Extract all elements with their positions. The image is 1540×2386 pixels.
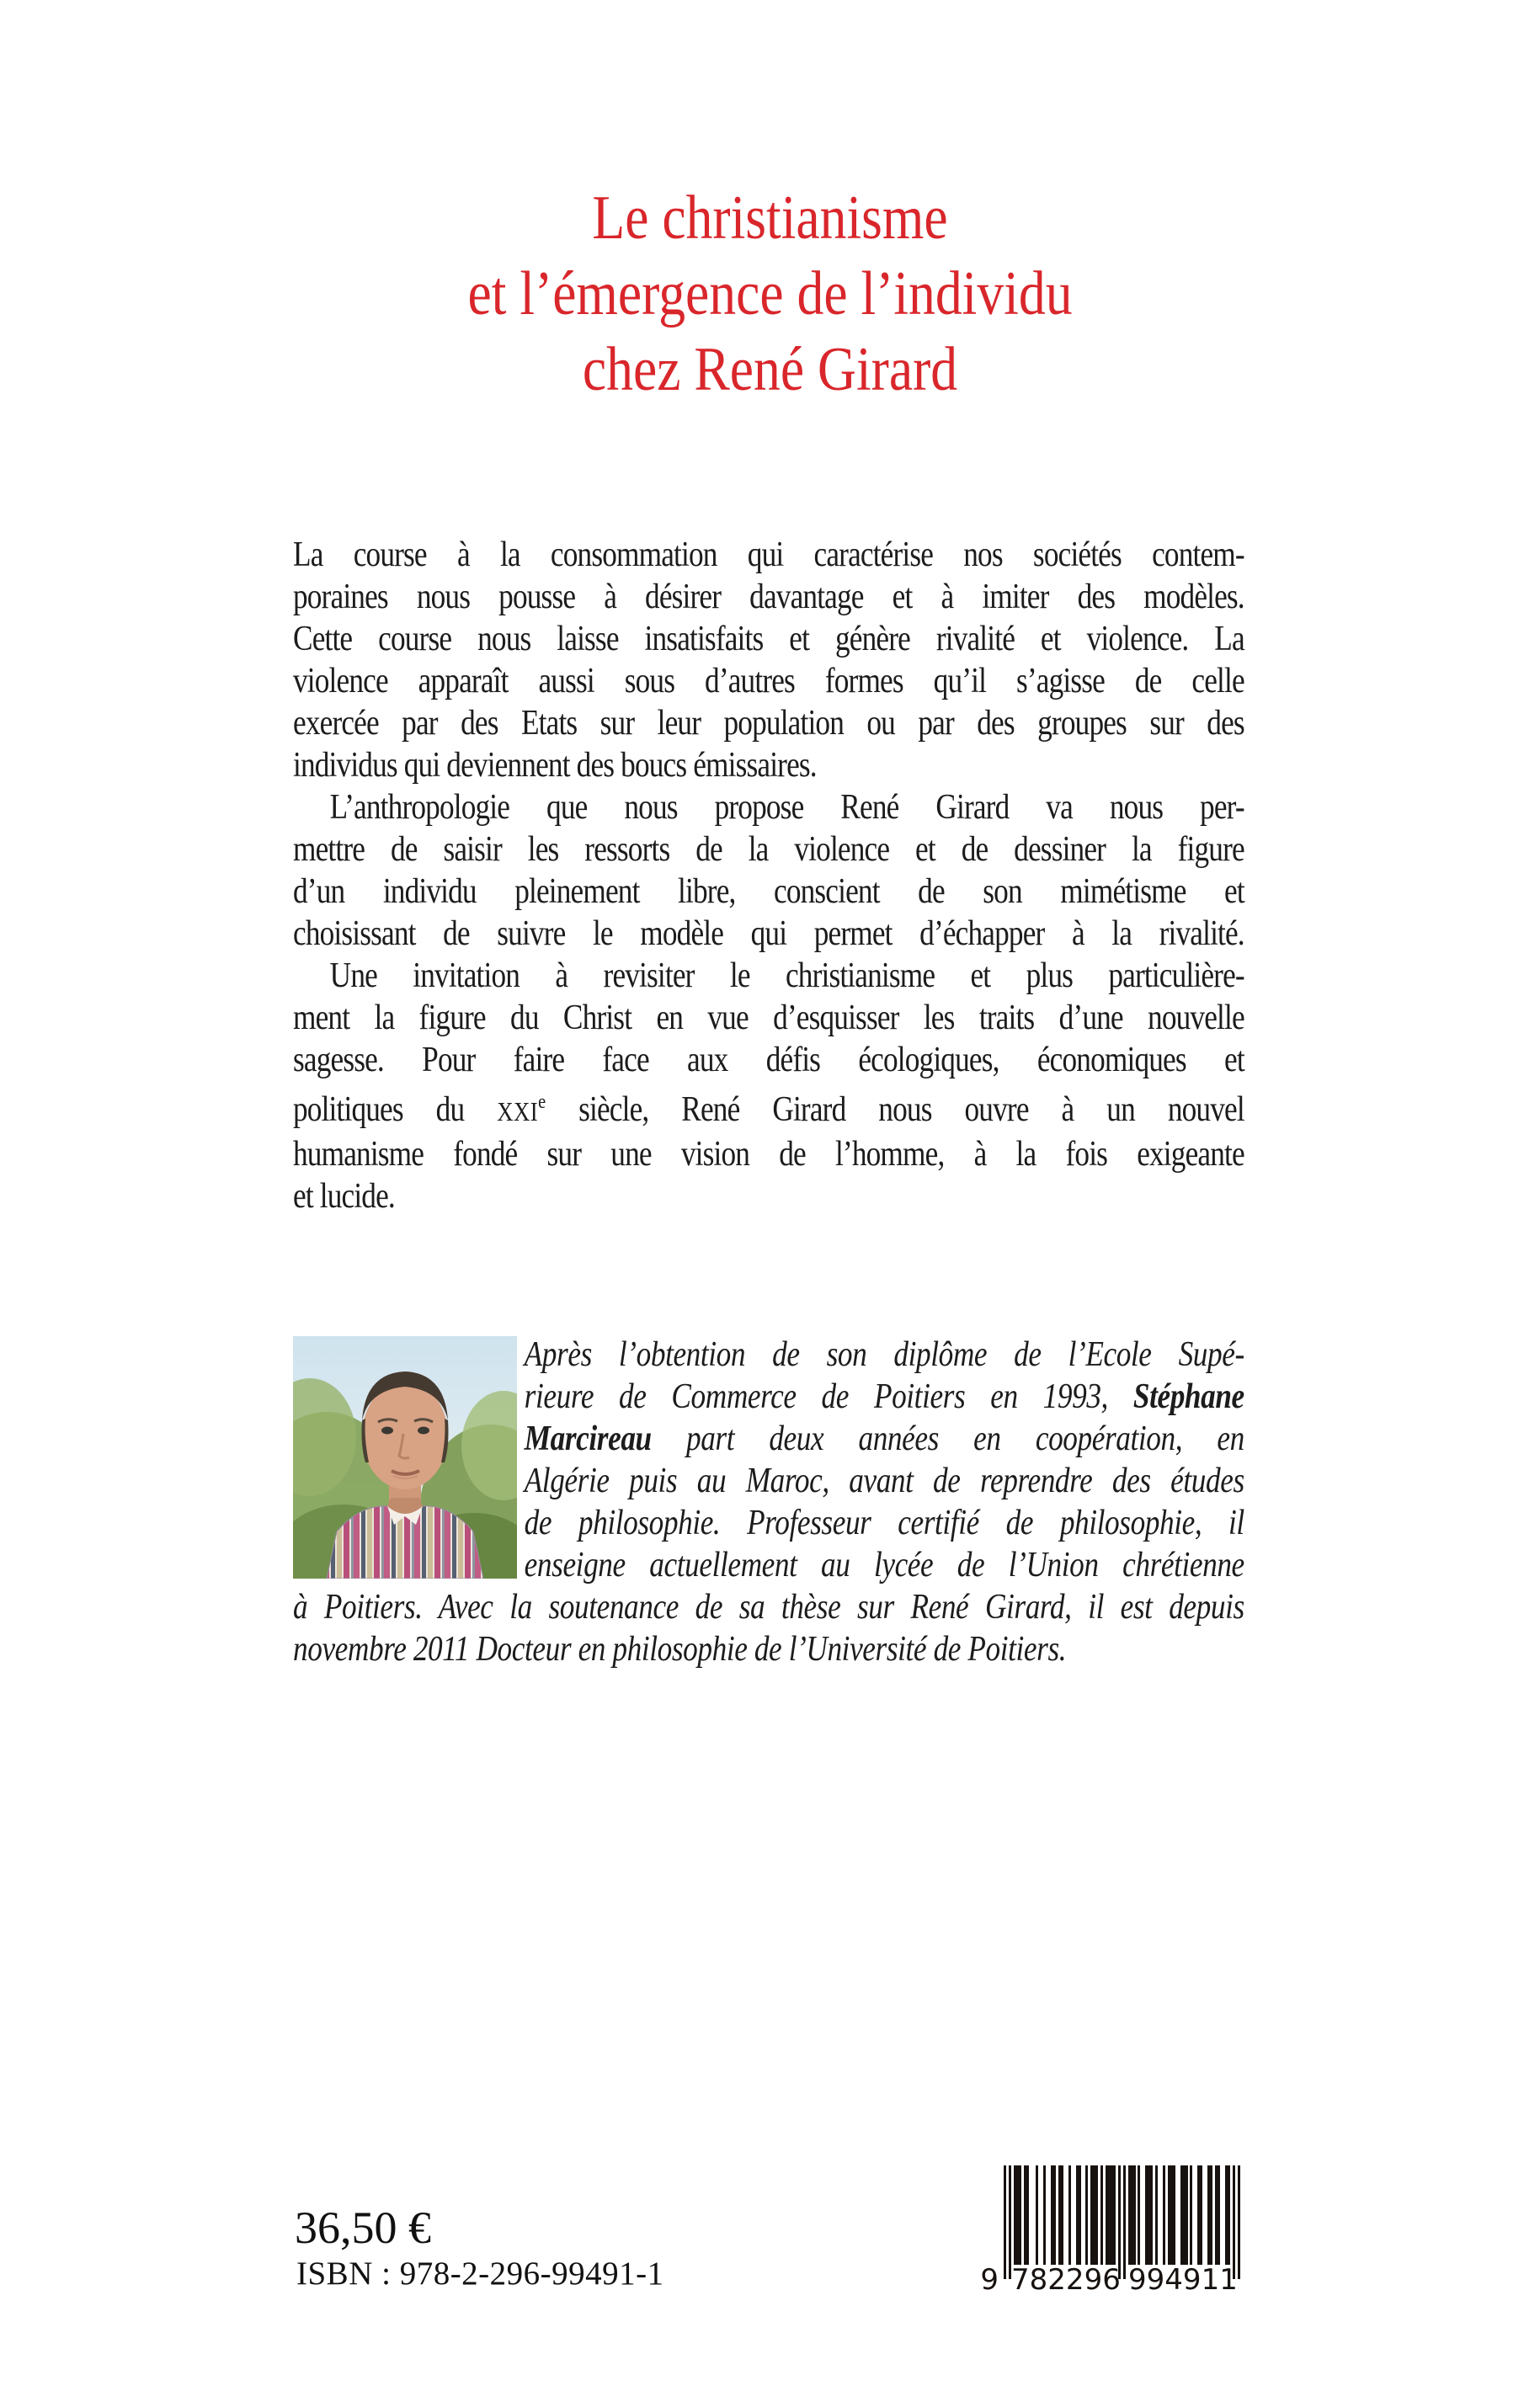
- synopsis-line-p3-3: sagesse. Pour faire face aux défis écologiques, économiques et: [293, 1041, 1244, 1079]
- book-title-line-3: chez René Girard: [582, 335, 958, 404]
- isbn: ISBN : 978-2-296-99491-1: [296, 2256, 664, 2292]
- book-title: [108, 180, 1432, 407]
- synopsis-line-p1-3: Cette course nous laisse insatisfaits et génère rivalité et violence. La: [293, 620, 1244, 658]
- barcode-digits-left: 7 8 2 2 9 6: [1011, 2263, 1121, 2297]
- author-bio: [293, 1334, 1244, 1670]
- synopsis-line-p1-2: poraines nous pousse à désirer davantage et à imiter des modèles.: [293, 578, 1244, 616]
- synopsis-line-p3-1: Une invitation à revisiter le christianisme et plus particulière-: [329, 956, 1244, 995]
- author-bio-line-6: enseigne actuellement au lycée de l’Union chrétienne: [524, 1546, 1244, 1584]
- author-bio-line-2: rieure de Commerce de Poitiers en 1993, Stéphane: [524, 1377, 1244, 1416]
- synopsis-line-p1-4: violence apparaît aussi sous d’autres formes qu’il s’agisse de celle: [293, 662, 1244, 700]
- author-bio-line-1: Après l’obtention de son diplôme de l’Ecole Supé-: [524, 1335, 1244, 1374]
- barcode-bars: [1004, 2165, 1240, 2279]
- synopsis-line-p2-1: L’anthropologie que nous propose René Girard va nous per-: [329, 788, 1244, 827]
- synopsis-line-p1-5: exercée par des Etats sur leur population ou par des groupes sur des: [293, 704, 1244, 743]
- author-bio-line-7: à Poitiers. Avec la soutenance de sa thèse sur René Girard, il est depuis: [293, 1588, 1244, 1627]
- synopsis-line-p2-3: d’un individu pleinement libre, conscient de son mimétisme et: [293, 872, 1244, 911]
- synopsis: [293, 534, 1244, 1217]
- synopsis-line-p1-6: individus qui deviennent des boucs émissaires.: [293, 746, 817, 785]
- synopsis-line-p3-5: humanisme fondé sur une vision de l’homme, à la fois exigeante: [293, 1135, 1244, 1174]
- barcode: [980, 2165, 1241, 2297]
- price: 36,50 €: [295, 2202, 431, 2253]
- author-bio-line-8: novembre 2011 Docteur en philosophie de l’Université de Poitiers.: [293, 1630, 1067, 1669]
- author-bio-line-4: Algérie puis au Maroc, avant de reprendre des études: [524, 1462, 1244, 1500]
- book-title-line-2: et l’émergence de l’individu: [467, 259, 1073, 328]
- synopsis-line-p3-6: et lucide.: [293, 1177, 395, 1216]
- barcode-digit-first: 9: [980, 2263, 999, 2297]
- book-title-line-1: Le christianisme: [592, 184, 948, 253]
- author-bio-line-3: Marcireau part deux années en coopération, en: [524, 1419, 1244, 1458]
- synopsis-line-p3-4: politiques du XXIe siècle, René Girard nous ouvre à un nouvel: [293, 1090, 1244, 1129]
- barcode-digits-right: 9 9 4 9 1 1: [1128, 2263, 1238, 2297]
- author-bio-line-5: de philosophie. Professeur certifié de philosophie, il: [524, 1504, 1244, 1542]
- synopsis-line-p2-4: choisissant de suivre le modèle qui permet d’échapper à la rivalité.: [293, 914, 1244, 953]
- synopsis-line-p2-2: mettre de saisir les ressorts de la violence et de dessiner la figure: [293, 830, 1244, 869]
- synopsis-line-p1-1: La course à la consommation qui caractérise nos sociétés contem-: [293, 535, 1244, 574]
- synopsis-line-p3-2: ment la figure du Christ en vue d’esquisser les traits d’une nouvelle: [293, 999, 1244, 1037]
